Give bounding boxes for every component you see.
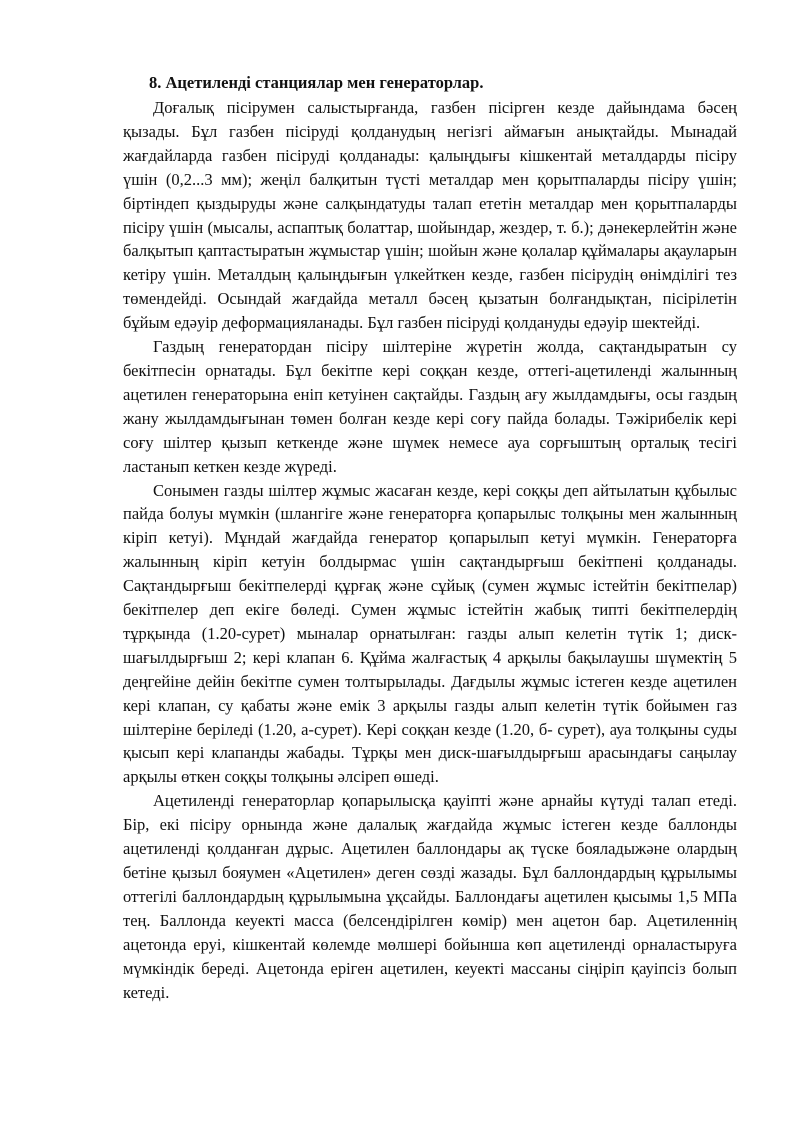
paragraph-gas-welding-application: Доғалық пісірумен салыстырғанда, газбен пісірген кезде дайындама бәсең қызады. Бұл газбен пісіруді қолданудың негізгі аймағын анықтайды. Мынадай жағдайларда газбен пісіруді қолданады: қалыңдығы кішкентай металдарды пісіру үшін (0,2...3 мм); жеңіл балқитын түсті металдар мен қорытпаларды пісіру үшін; біртіндеп қыздыруды және салқындатуды талап ететін металдар мен қорытпаларды пісіру үшін (мысалы, аспаптық болаттар, шойындар, жездер, т. б.); дәнекерлейтін және балқытып қаптастыратын жұмыстар үшін; шойын және қолалар құймалары ақауларын кетіру үшін. Металдың қалыңдығын үлкейткен кезде, газбен пісірудің өнімділігі тез төмендейді. Осындай жағдайда металл бәсең қызатын болғандықтан, пісірілетін бұйым едәуір деформацияланады. Бұл газбен пісіруді қолдануды едәуір шектейді. <box>123 98 737 333</box>
document-page <box>123 70 737 1004</box>
section-heading: 8. Ацетиленді станциялар мен генераторлар. <box>149 73 484 92</box>
paragraph-acetylene-cylinders: Ацетиленді генераторлар қопарылысқа қауіпті және арнайы күтуді талап етеді. Бір, екі пісіру орнында және далалық жағдайда жұмыс істеген кезде баллонды ацетиленді қолданған дұрыс. Ацетилен баллондары ақ түске бояладыжәне олардың бетіне қызыл бояумен «Ацетилен» деген сөзді жазады. Бұл баллондардың құрылымы оттегілі баллондардың құрылымына ұқсайды. Баллондағы ацетилен қысымы 1,5 МПа тең. Баллонда кеуекті масса (белсендірілген көмір) мен ацетон бар. Ацетиленнің ацетонда еруі, кішкентай көлемде мөлшері бойынша көп ацетиленді орналастыруға мүмкіндік береді. Ацетонда еріген ацетилен, кеуекті массаны сіңіріп қауіпсіз болып кетеді. <box>123 791 737 1002</box>
paragraph-backfire-protection: Сонымен газды шілтер жұмыс жасаған кезде, кері соққы деп айтылатын құбылыс пайда болуы мүмкін (шлангіге және генераторға қопарылыс толқыны мен жалынның кіріп кетуі). Мұндай жағдайда генератор қопарылып кетуі мүмкін. Генераторға жалынның кіріп кетуін болдырмас үшін сақтандырғыш бекітпені қолданады. Сақтандырғыш бекітпелерді құрғақ және сұйық (сумен жұмыс істейтін бекітпелар) бекітпелер деп екіге бөледі. Сумен жұмыс істейтін жабық типті бекітпелердің тұрқында (1.20-сурет) мыналар орнатылған: газды алып келетін түтік 1; диск- шағылдырғыш 2; кері клапан 6. Құйма жалғастық 4 арқылы бақылаушы шүмектің 5 деңгейіне дейін бекітпе сумен толтырылады. Дағдылы жұмыс істеген кезде ацетилен кері клапан, су қабаты және емік 3 арқылы газды алып келетін түтік бойымен газ шілтеріне беріледі (1.20, а-сурет). Кері соққан кезде (1.20, б- сурет), ауа толқыны суды қысып кері клапанды жабады. Тұрқы мен диск-шағылдырғыш арасындағы саңылау арқылы өткен соққы толқыны әлсіреп өшеді. <box>123 480 737 787</box>
paragraph-water-seal: Газдың генератордан пісіру шілтеріне жүретін жолда, сақтандыратын су бекітпесін орнатады. Бұл бекітпе кері соққан кезде, оттегі-ацетиленді жалынның ацетилен генераторына еніп кетуінен сақтайды. Газдың ағу жылдамдығы, осы газдың жану жылдамдығынан төмен болған кезде кері соғу пайда болады. Тәжірибелік кері соғу шілтер қызып кеткенде және шүмек немесе ауа сорғыштың орталық тесігі ластанып кеткен кезде жүреді. <box>123 337 737 476</box>
